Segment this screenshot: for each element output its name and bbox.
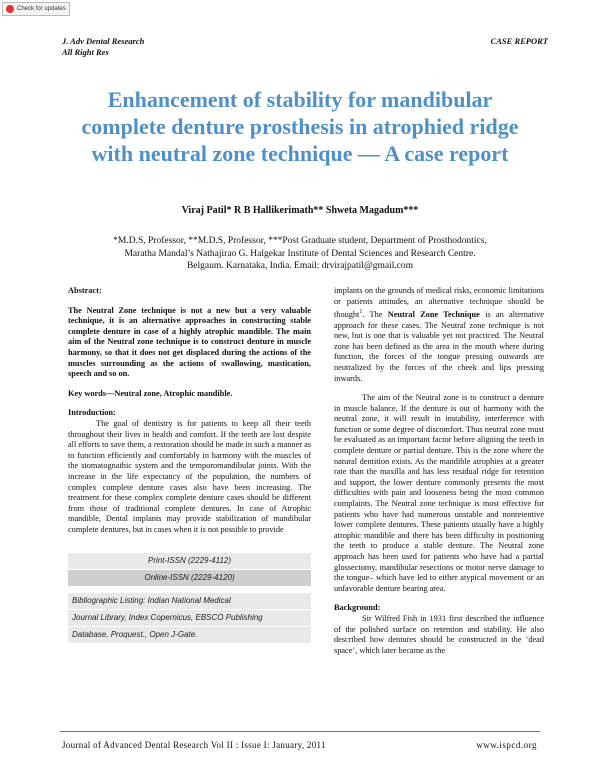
intro-text: The goal of dentistry is for patients to keep all their teeth throughout their lives in health and comfort. If the teeth are lost despite all efforts to save them, a restoration should be made in such a manner as to function efficiently and comfortably in harmony with the muscles of the stomatognathic system and the temporomandibular joints. With the increase in the life expectancy of the population, the numbers of complex complete denture cases also have been increasing. The treatment for these complex complete denture cases should be different from those of traditional complete dentures. In case of Atrophic mandible, Dental implants may provide stabilization of mandibular complete dentures, but in cases when it is not possible to provide [68, 418, 311, 534]
bibliographic-listing: Journal Library, Index Copernicus, EBSCO Publishing [68, 610, 311, 626]
journal-name: J. Adv Dental Research [62, 36, 145, 46]
bibliographic-listing: Bibliographic Listing: Indian National Medical [68, 593, 311, 609]
footer-citation: Journal of Advanced Dental Research Vol II : Issue I: January, 2011 [62, 740, 326, 750]
rights-note: All Right Res [62, 47, 109, 57]
affiliation-line: Belgaum. Karnataka, India. Email: drvirajpatil@gmail.com [186, 261, 414, 271]
check-for-updates-badge[interactable] [2, 2, 70, 16]
crossmark-icon [6, 5, 14, 13]
right-column [334, 286, 544, 656]
affiliation-line: Maratha Mandal’s Nathajirao G. Halgekar Institute of Dental Sciences and Research Centre. [124, 248, 476, 259]
abstract-text: The Neutral Zone technique is not a new but a very valuable technique, it is an alternative approaches in constructing stable complete denture in case of a highly atrophic mandible. The main aim of the Neutral zone technique is to construct denture in muscle harmony, so that it does not get displaced during the actions of the muscles surrounding as the actions of swallowing, mastication, speech and so on. [68, 305, 311, 379]
print-issn: Print-ISSN (2229-4112) [68, 553, 311, 569]
paragraph: Sir Wilfred Fish in 1931 first described the influence of the polished surface on retention and stability. He also described how dentures should be constructed in the ‘dead space’, which later became as the [334, 613, 544, 655]
footer-divider [60, 731, 540, 732]
online-issn: Online-ISSN (2229-4120) [68, 570, 311, 586]
footer-website-link[interactable]: www.ispcd.org [476, 740, 537, 750]
background-heading: Background: [334, 603, 381, 613]
intro-heading: Introduction: [68, 408, 116, 418]
paper-title: Enhancement of stability for mandibular complete denture prosthesis in atrophied ridge with neutral zone technique — A case report [81, 87, 519, 166]
paragraph: The aim of the Neutral zone is to construct a denture in muscle balance. If the denture is out of harmony with the neutral zone, it will result in instability, interference with function or some degree of discomfort. Thus neutral zone must be evaluated as an important factor before aligning the teeth in complete denture or partial denture. This is the zone where the natural dentition exists. As the mandible atrophies at a greater rate than the maxilla and has less residual ridge for retention and support, the lower denture commonly presents the most difficulties with pain and looseness being the most common complaints. The Neutral zone technique is most effective for patients who have had numerous unstable and nonretentive lower complete dentures. These patients usually have a highly atrophic mandible and there has been difficulty in positioning the teeth to produce a stable denture. The Neutral zone approach has been used for patients who have had a partial glossectomy, mandibular resections or motor nerve damage to the tongue– which have led to either atypical movement or an unfavorable denture bearing area. [334, 393, 544, 593]
paragraph: implants on the grounds of medical risks, economic limitations or patients attitudes, an alternative technique should be thought$^1$. The Neutral Zone Technique is an alternative approach for these cases. The Neutral zone technique is not new, but is one that is valuable yet not practiced. The Neutral zone has been defined as the area in the mouth where during function, the forces of the tongue pressing outwards are neutralized by the forces of the cheek and lips pressing inwards. [334, 286, 544, 383]
badge-label: Check for updates [17, 6, 66, 12]
left-column [68, 286, 311, 535]
issn-stamp [68, 553, 311, 644]
journal-header [62, 36, 144, 58]
author-list: Viraj Patil* R B Hallikerimath** Shweta Magadum*** [181, 205, 419, 216]
keywords: Key words—Neutral zone, Atrophic mandible. [68, 388, 233, 398]
affiliation-line: *M.D.S, Professor, **M.D.S, Professor, ***Post Graduate student, Department of Prosthodontics, [113, 236, 487, 246]
affiliation [70, 235, 530, 273]
article-type: CASE REPORT [490, 36, 548, 46]
bibliographic-listing: Database, Proquest., Open J-Gate. [68, 627, 311, 643]
abstract-heading: Abstract: [68, 286, 102, 295]
